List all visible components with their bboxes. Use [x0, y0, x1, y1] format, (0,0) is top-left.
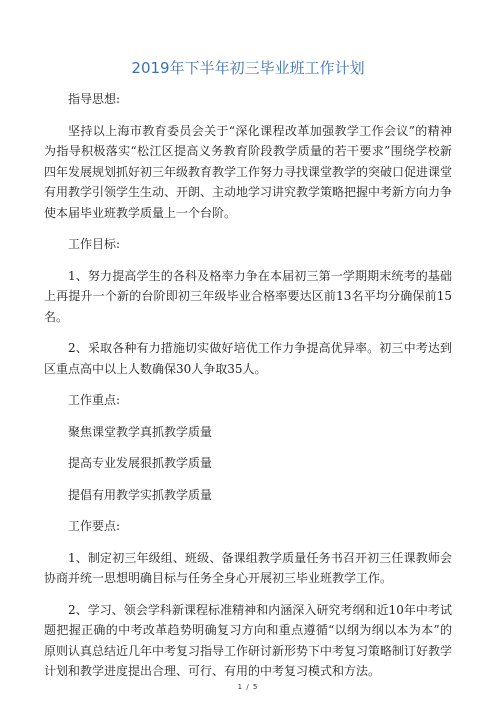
paragraph-key-point-2: 2、学习、领会学科新课程标准精神和内涵深入研究考纲和近10年中考试题把握正确的中考改革趋势明确复习方向和重点遵循“以纲为纲以本为本”的原则认真总结近几年中考复习指导工作研讨新形势下中考复习策略制订好教学计划和教学进度提出合理、可行、有用的中考复习模式和方法。 [44, 602, 453, 678]
page-number: 1 / 5 [237, 683, 259, 691]
section-heading-work-focus: 工作重点: [68, 393, 121, 407]
paragraph-guiding-ideology: 坚持以上海市教育委员会关于“深化课程改革加强教学工作会议”的精神为指导积极落实“松江区提高义务教育阶段教学质量的若干要求”围绕学校新四年发展规划抓好初三年级教育教学工作努力寻找课堂教学的突破口促进课堂有用教学引领学生生动、开朗、主动地学习讲究教学策略把握中考新方向力争使本届毕业班教学质量上一个台阶。 [44, 123, 453, 220]
focus-item-2: 提高专业发展狠抓教学质量 [68, 456, 213, 470]
section-heading-guiding-ideology: 指导思想: [68, 92, 121, 106]
section-heading-work-goals: 工作目标: [68, 237, 121, 251]
document-title: 2019年下半年初三毕业班工作计划 [131, 59, 365, 77]
focus-item-3: 提倡有用教学实抓教学质量 [68, 487, 213, 502]
focus-item-1: 聚焦课堂教学真抓教学质量 [68, 424, 213, 439]
paragraph-key-point-1: 1、制定初三年级组、班级、备课组教学质量任务书召开初三任课教师会协商并统一思想明确目标与任务全身心开展初三毕业班教学工作。 [44, 550, 452, 585]
paragraph-goal-2: 2、采取各种有力措施切实做好培优工作力争提高优异率。初三中考达到区重点高中以上人数确保30人争取35人。 [44, 341, 452, 376]
section-heading-key-points: 工作要点: [68, 519, 121, 533]
paragraph-goal-1: 1、努力提高学生的各科及格率力争在本届初三第一学期期末统考的基础上再提升一个新的台阶即初三年级毕业合格率要达区前13名平均分确保前15名。 [44, 268, 452, 324]
